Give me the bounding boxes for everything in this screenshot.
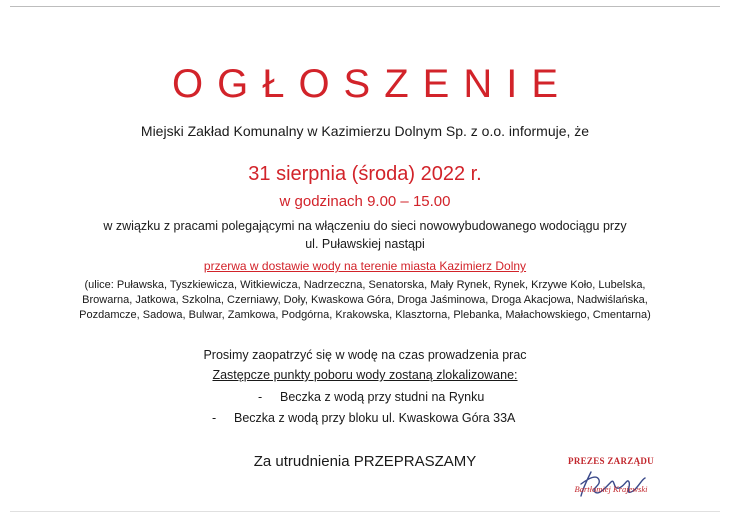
outage-hours: w godzinach 9.00 – 15.00 xyxy=(279,193,451,210)
request-text: Prosimy zaopatrzyć się w wodę na czas prowadzenia prac xyxy=(203,348,527,362)
bullet-dash: - xyxy=(212,411,217,425)
apology-text: Za utrudnienia PRZEPRASZAMY xyxy=(253,453,477,470)
streets-line-2: Browarna, Jatkowa, Szkolna, Czerniawy, Doły, Kwaskowa Góra, Droga Jaśminowa, Droga Akacjowa, Nadwiślańska, xyxy=(82,294,648,306)
list-item-text: Beczka z wodą przy studni na Rynku xyxy=(280,390,485,404)
stamp-name: Bartłomiej Krajewski xyxy=(574,484,648,494)
top-rule xyxy=(10,6,720,7)
list-item xyxy=(212,411,515,425)
streets-line-1: (ulice: Puławska, Tyszkiewicza, Witkiewicza, Nadrzeczna, Senatorska, Mały Rynek, Rynek, Krzywe Koło, Lubelska, xyxy=(84,279,646,291)
outage-statement xyxy=(0,259,730,273)
alternative-points-text: Zastępcze punkty poboru wody zostaną zlokalizowane: xyxy=(212,368,518,382)
list-item xyxy=(258,390,484,404)
reason-line-1: w związku z pracami polegającymi na włączeniu do sieci nowowybudowanego wodociągu przy xyxy=(103,219,627,233)
intro-text: Miejski Zakład Komunalny w Kazimierzu Dolnym Sp. z o.o. informuje, że xyxy=(140,123,590,139)
notice-title: OGŁOSZENIE xyxy=(171,62,573,106)
outage-date: 31 sierpnia (środa) 2022 r. xyxy=(248,163,482,185)
bullet-dash: - xyxy=(258,390,263,404)
signature-stamp xyxy=(555,456,667,506)
list-item-text: Beczka z wodą przy bloku ul. Kwaskowa Góra 33A xyxy=(234,411,516,425)
streets-line-3: Pozdamcze, Sadowa, Bulwar, Zamkowa, Podgórna, Krakowska, Klasztorna, Plebanka, Małachowskiego, Cmentarna) xyxy=(79,309,651,321)
reason-line-2: ul. Puławskiej nastąpi xyxy=(305,237,425,251)
stamp-title: PREZES ZARZĄDU xyxy=(568,456,654,466)
outage-statement-text: przerwa w dostawie wody na terenie miasta Kazimierz Dolny xyxy=(203,259,527,273)
bottom-rule xyxy=(10,511,720,512)
alternative-points-heading xyxy=(0,368,730,382)
